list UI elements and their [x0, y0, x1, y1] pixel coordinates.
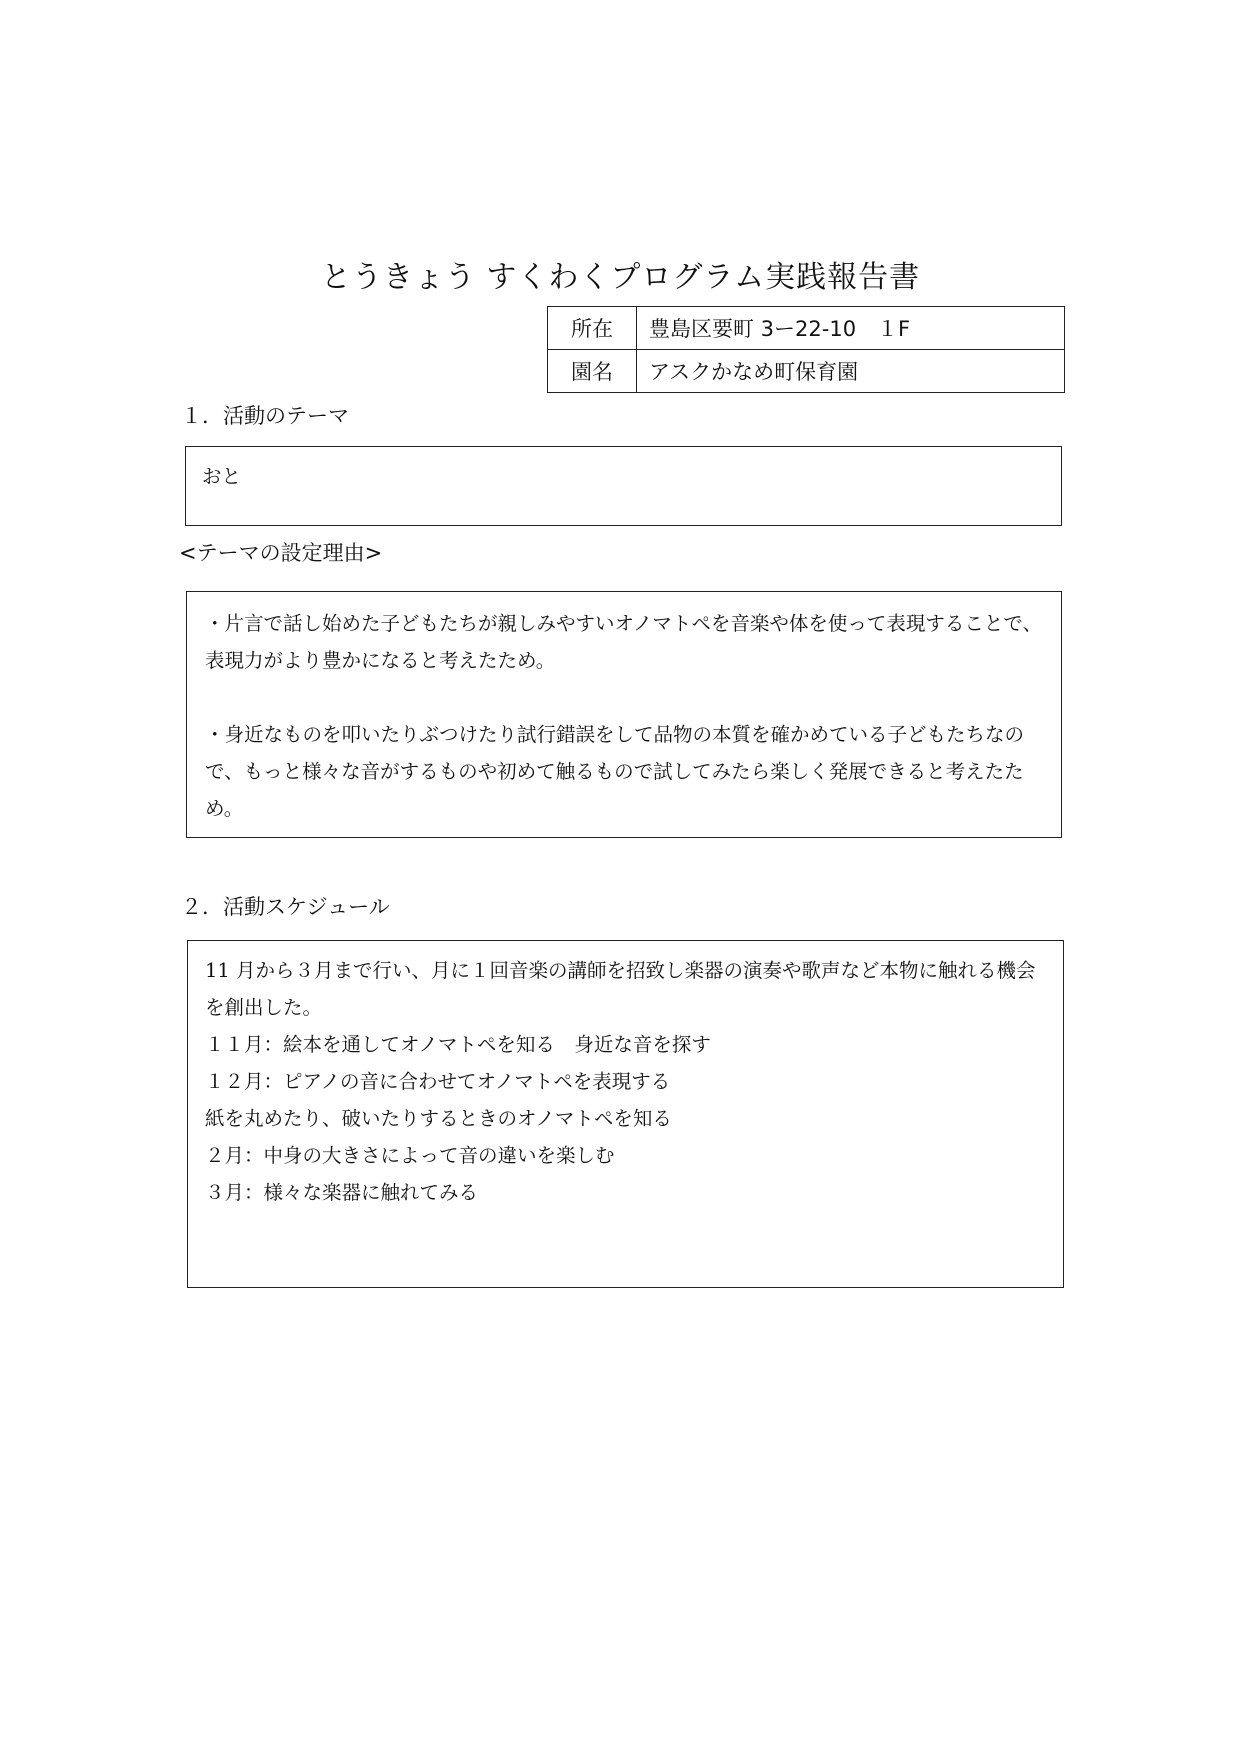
schedule-line: １１月：絵本を通してオノマトペを知る 身近な音を探す	[205, 1033, 711, 1056]
document-title: とうきょう すくわくプログラム実践報告書	[320, 260, 921, 295]
schedule-line: ２月：中身の大きさによって音の違いを楽しむ	[205, 1144, 615, 1167]
facility-name-value: アスクかなめ町保育園	[637, 350, 1065, 393]
location-value: 豊島区要町 3ー22-10 １F	[637, 307, 1065, 350]
reason-box	[186, 591, 1062, 838]
schedule-line: １２月：ピアノの音に合わせてオノマトペを表現する	[205, 1070, 671, 1093]
facility-name-label: 園名	[548, 350, 637, 393]
location-row	[548, 307, 1065, 350]
theme-box	[185, 446, 1062, 526]
schedule-line: 11 月から３月まで行い、月に１回音楽の講師を招致し楽器の演奏や歌声など本物に触れる機会を創出した。	[205, 959, 1036, 1019]
theme-value: おと	[202, 465, 242, 488]
location-label: 所在	[548, 307, 637, 350]
facility-name-row	[548, 350, 1065, 393]
theme-heading: １．活動のテーマ	[181, 404, 349, 428]
schedule-box	[187, 940, 1064, 1288]
schedule-heading: ２．活動スケジュール	[181, 895, 390, 919]
schedule-line: ３月：様々な楽器に触れてみる	[205, 1181, 479, 1204]
reason-paragraph: ・片言で話し始めた子どもたちが親しみやすいオノマトペを音楽や体を使って表現することで、表現力がより豊かになると考えたため。	[205, 612, 1042, 672]
reason-heading: <テーマの設定理由>	[179, 541, 383, 565]
facility-info-table	[547, 306, 1065, 393]
schedule-line: 紙を丸めたり、破いたりするときのオノマトペを知る	[205, 1107, 672, 1130]
reason-paragraph: ・身近なものを叩いたりぶつけたり試行錯誤をして品物の本質を確かめている子どもたちなので、もっと様々な音がするものや初めて触るもので試してみたら楽しく発展できると考えたため。	[205, 723, 1025, 820]
